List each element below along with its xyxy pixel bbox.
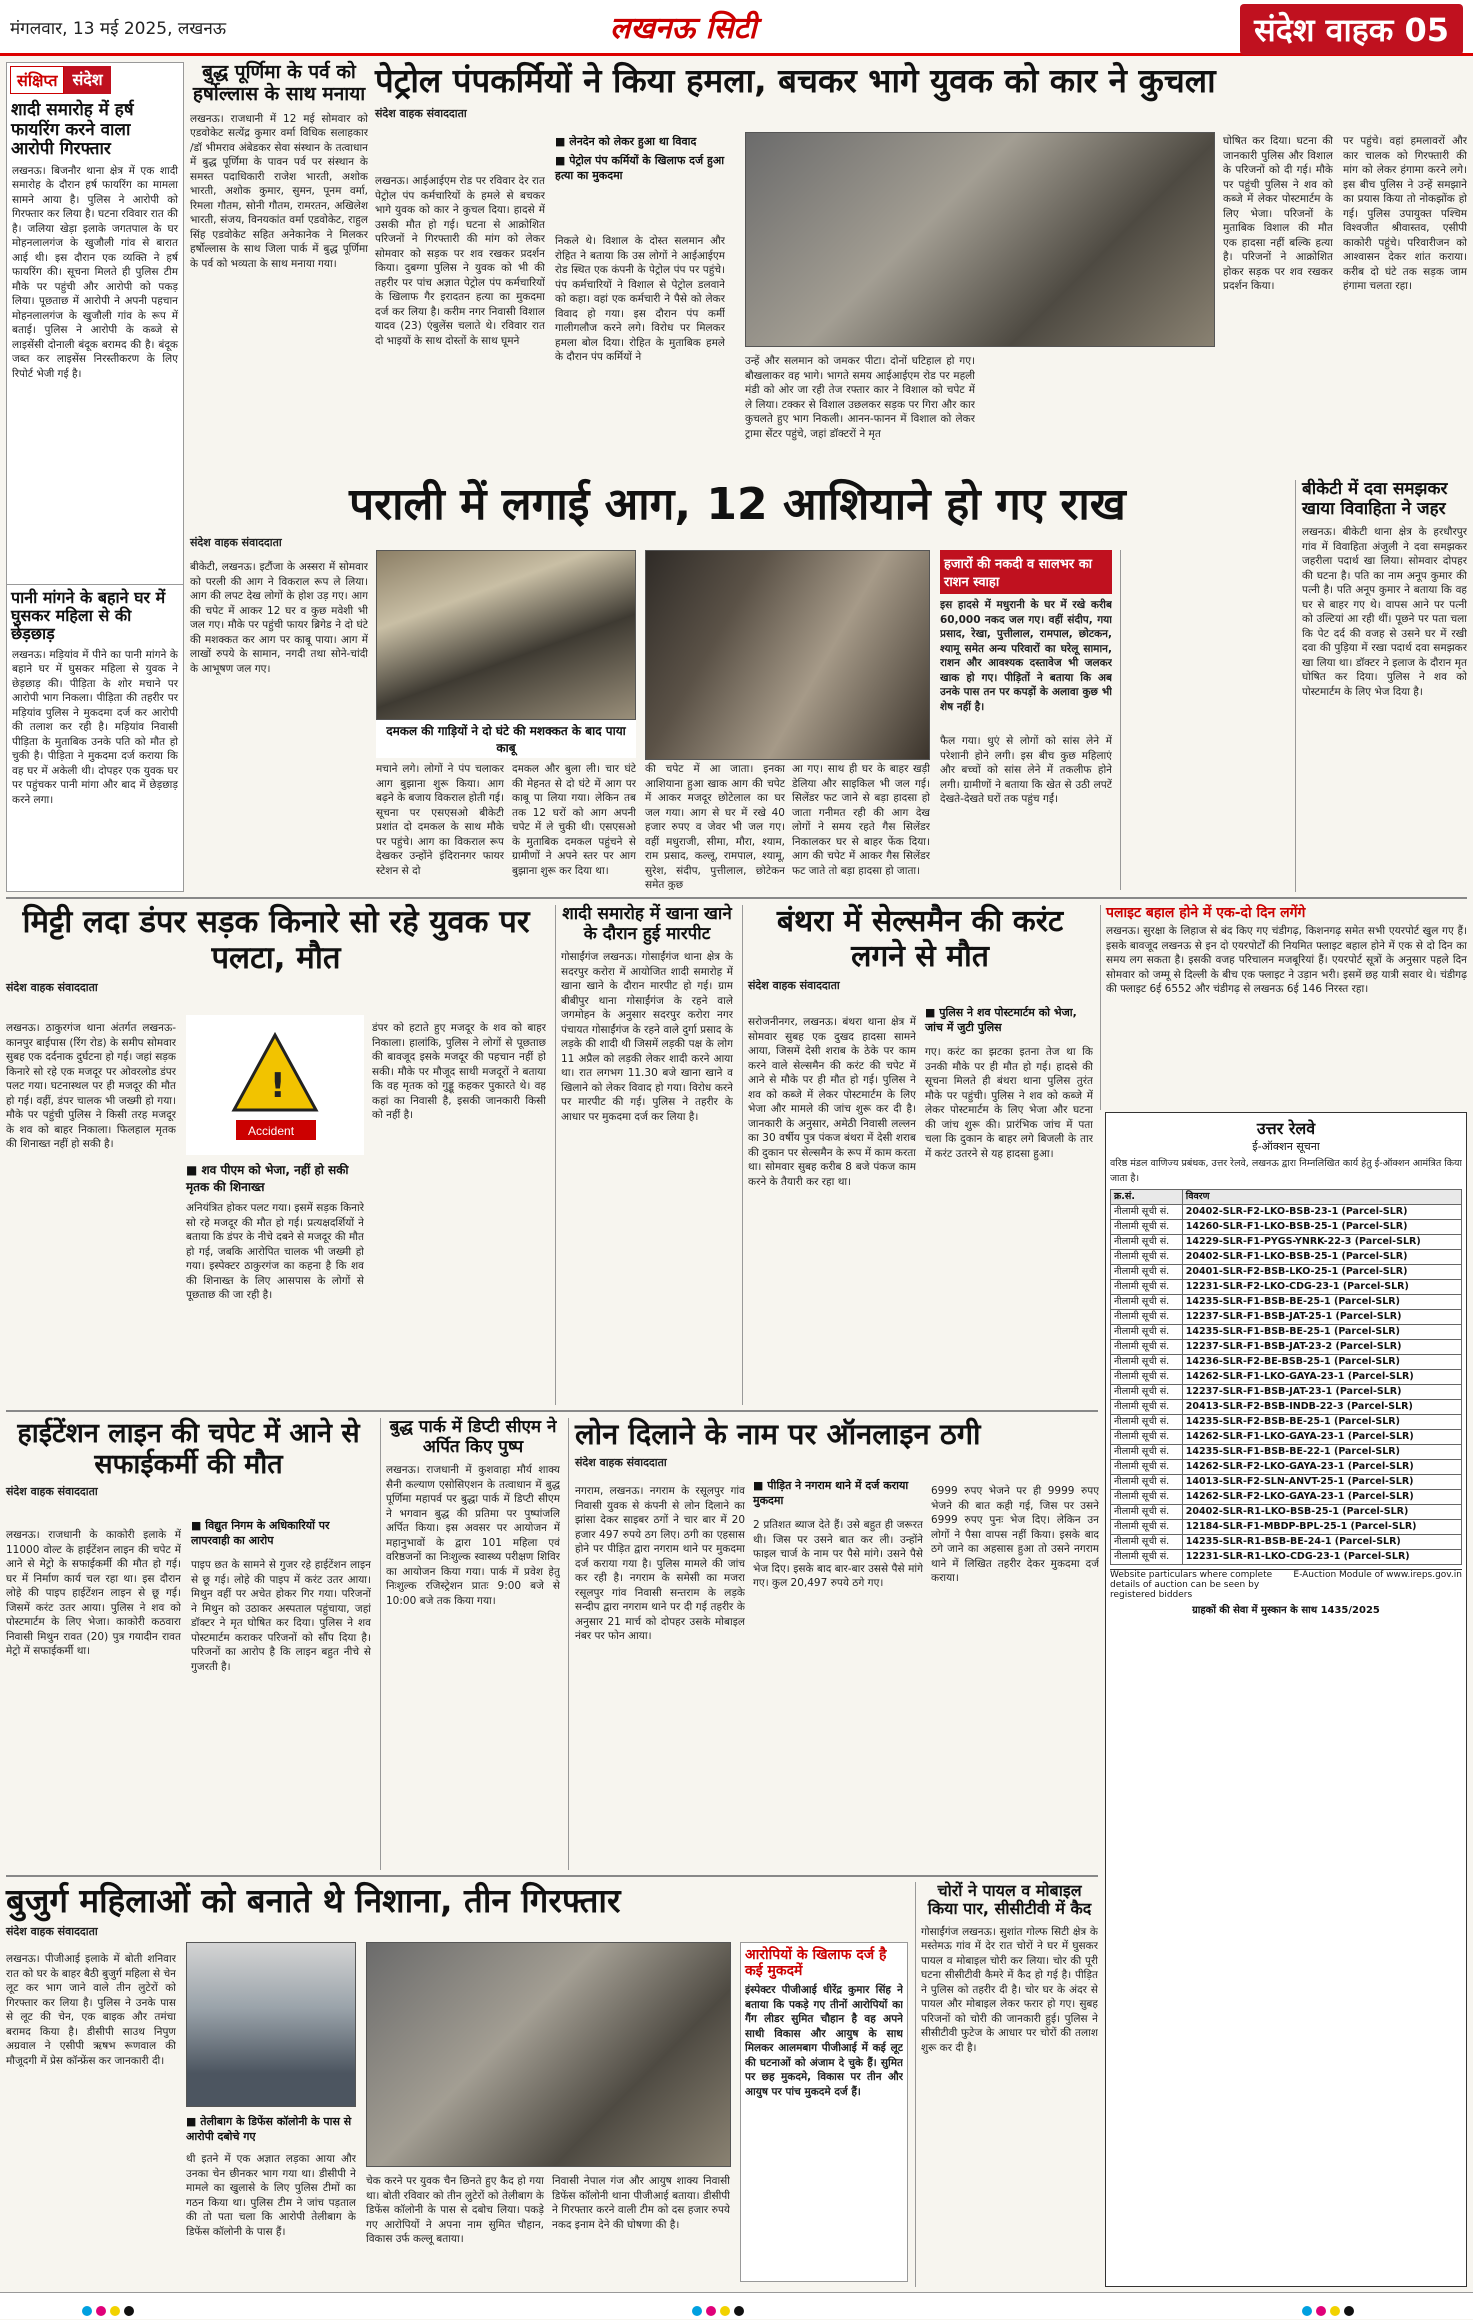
table-cell: नीलामी सूची सं. (1111, 1550, 1183, 1565)
table-cell: 14236-SLR-F2-BE-BSB-25-1 (Parcel-SLR) (1182, 1355, 1461, 1370)
railway-footer (1110, 1569, 1462, 1600)
table-row (1111, 1415, 1462, 1430)
table-cell: 20402-SLR-F1-LKO-BSB-25-1 (Parcel-SLR) (1182, 1250, 1461, 1265)
auction-rows (1111, 1205, 1462, 1565)
table-row (1111, 1400, 1462, 1415)
brief2-body: लखनऊ। मड़ियांव में पीने का पानी मांगने के बहाने घर में घुसकर महिला से युवक ने छेड़छाड़ की। पीड़िता के शोर मचाने पर आरोपी भाग निकला। पीड़िता की तहरीर पर मड़ियांव पुलिस ने मुकदमा दर्ज कर आरोपी की तलाश कर रही है। मड़ियांव निवासी पीड़िता के मुताबिक उनके पति को मौत हो चुकी है। पीड़िता ने मुकदमा दर्ज कराया कि वह घर में अकेली थी। दोपहर एक युवक घर पर पहुंचकर पानी मांगा और बाद में छेड़छाड़ करने लगा। (12, 648, 178, 806)
brand-name: संदेश वाहक (1254, 11, 1394, 49)
table-row (1111, 1460, 1462, 1475)
brief1-headline: शादी समारोह में हर्ष फायरिंग करने वाला आरोपी गिरफ्तार (11, 100, 134, 160)
hitension-story (6, 1418, 371, 1870)
bujurg-box-body: इंस्पेक्टर पीजीआई धीरेंद्र कुमार सिंह ने बताया कि पकड़े गए तीनों आरोपियों का गैंग लीडर सुमित चौहान है वह अपने साथी विकास और आयुष के साथ मिलकर आलमबाग पीजीआई में कई लूट की घटनाओं को अंजाम दे चुके हैं। सुमित पर छह मुकदमे, विकास पर तीन और आयुष पर पांच मुकदमे दर्ज हैं। (745, 1984, 903, 2098)
table-cell: नीलामी सूची सं. (1111, 1460, 1183, 1475)
bkt-headline: बीकेटी में दवा समझकर खाया विवाहिता ने जहर (1302, 479, 1448, 519)
table-cell: नीलामी सूची सं. (1111, 1535, 1183, 1550)
table-cell: 20401-SLR-F2-BSB-LKO-25-1 (Parcel-SLR) (1182, 1265, 1461, 1280)
table-row (1111, 1265, 1462, 1280)
page-footer (0, 2292, 1473, 2319)
table-cell: नीलामी सूची सं. (1111, 1265, 1183, 1280)
chori-headline: चोरों ने पायल व मोबाइल किया पार, सीसीटीवी में कैद (927, 1881, 1092, 1919)
petrol-bullets (555, 134, 735, 183)
table-cell: नीलामी सूची सं. (1111, 1355, 1183, 1370)
table-row (1111, 1475, 1462, 1490)
fire-brigade-photo (645, 550, 930, 760)
masthead (0, 0, 1473, 56)
loan-headline: लोन दिलाने के नाम पर ऑनलाइन ठगी (575, 1417, 981, 1451)
table-row (1111, 1370, 1462, 1385)
table-cell: नीलामी सूची सं. (1111, 1250, 1183, 1265)
table-row (1111, 1325, 1462, 1340)
petrol-bullet-1: ■ लेनदेन को लेकर हुआ था विवाद (555, 134, 735, 149)
table-cell: नीलामी सूची सं. (1111, 1505, 1183, 1520)
parali-caption: दमकल की गाड़ियों ने दो घंटे की मशक्कत के बाद पाया काबू (376, 720, 636, 758)
parali-story (190, 480, 1285, 892)
loan-body-2: 2 प्रतिशत ब्याज देते हैं। उसे बहुत ही जरूरत थी। जिस पर उसने बात कर ली। उन्होंने फाइल चार्ज के नाम पर पैसे मांगे। उसने पैसे भेज दिए। इसके बाद बार-बार उससे पैसे मांगे गए। कुल 20,497 रुपये ठगे गए। (753, 1519, 923, 1589)
burnt-house-photo (376, 550, 636, 720)
arrest-photo (366, 1942, 731, 2167)
railway-tagline (1110, 1602, 1462, 1616)
table-row (1111, 1550, 1462, 1565)
bujurg-headline: बुजुर्ग महिलाओं को बनाते थे निशाना, तीन गिरफ्तार (6, 1881, 621, 1920)
table-cell: 14229-SLR-F1-PYGS-YNRK-22-3 (Parcel-SLR) (1182, 1235, 1461, 1250)
bujurg-sidebar (740, 1942, 908, 2282)
table-cell: 12237-SLR-F1-BSB-JAT-23-2 (Parcel-SLR) (1182, 1340, 1461, 1355)
loan-byline: संदेश वाहक संवाददाता (575, 1456, 667, 1470)
table-row (1111, 1235, 1462, 1250)
railway-headline: उत्तर रेलवे (1256, 1119, 1316, 1138)
parali-body-4: की चपेट में आ जाता। इनका आशियाना हुआ खाक आग की चपेट में आकर मजदूर छोटेलाल का घर जल गया। आग से घर में रखे 40 हजार रुपए व जेवर भी जल गए। वहीं मधुराजी, सीमा, मौरा, श्याम, राम प्रसाद, कल्लू, रामपाल, श्यामू, सुरेश, संदीप, पुत्तीलाल, छोटेकन समेत कुछ (645, 763, 785, 890)
banthra-byline: संदेश वाहक संवाददाता (748, 979, 840, 992)
banthra-body-1: सरोजनीनगर, लखनऊ। बंथरा थाना क्षेत्र में सोमवार सुबह एक दुखद हादसा सामने आया, जिसमें देसी शराब के ठेके पर काम करने वाले सेल्समैन की करंट की चपेट में आने से मौके पर ही मौत हो गई। पुलिस ने शव को कब्जे में लेकर पोस्टमार्टम के लिए भेजा और मामले की जांच शुरू कर दी है। जानकारी के अनुसार, अमेठी निवासी लल्लन का 30 वर्षीय पुत्र पंकज बंथरा में देसी शराब की दुकान पर सेल्समैन के रूप में काम करता था। सोमवार सुबह करीब 8 बजे पंकज काम करने के तैयारी कर रहा था। (748, 1016, 916, 1188)
table-cell: 20402-SLR-F2-LKO-BSB-23-1 (Parcel-SLR) (1182, 1205, 1461, 1220)
bkt-body: लखनऊ। बीकेटी थाना क्षेत्र के हरधौरपुर गांव में विवाहिता अंजुली ने दवा समझकर जहरीला पदार्थ खा लिया। सोमवार दोपहर की घटना है। पति का नाम अनूप कुमार की पत्नी है। पति अनूप कुमार ने बताया कि वह घर से बाहर गए थे। वापस आने पर पत्नी को उल्टियां आ रही थीं। पूछने पर पता चला कि पेट दर्द की वजह से उसने घर में रखी दवा की पुड़िया में रखा पदार्थ दवा समझकर खा लिया था। डॉक्टर ने इलाज के दौरान मृत घोषित कर दिया। पुलिस ने शव को पोस्टमार्टम के लिए भेज दिया है। (1302, 526, 1467, 698)
accident-label: Accident (248, 1124, 295, 1138)
brief-label2: संदेश (64, 66, 110, 94)
color-registration-dots (690, 2301, 746, 2320)
chori-story (915, 1882, 1098, 2287)
table-cell: नीलामी सूची सं. (1111, 1370, 1183, 1385)
railway-auction-notice (1105, 1112, 1467, 2287)
mitti-sub: ■ शव पीएम को भेजा, नहीं हो सकी मृतक की शिनाख्त (186, 1161, 364, 1195)
svg-text:!: ! (270, 1066, 286, 1106)
hitension-headline: हाईटेंशन लाइन की चपेट में आने से सफाईकर्मी की मौत (17, 1418, 360, 1481)
table-cell: नीलामी सूची सं. (1111, 1235, 1183, 1250)
table-cell: 12237-SLR-F1-BSB-JAT-25-1 (Parcel-SLR) (1182, 1310, 1461, 1325)
petrol-byline: संदेश वाहक संवाददाता (375, 106, 467, 120)
hitension-sub: ■ विद्युत निगम के अधिकारियों पर लापरवाही का आरोप (191, 1518, 371, 1548)
table-cell: नीलामी सूची सं. (1111, 1400, 1183, 1415)
table-cell: नीलामी सूची सं. (1111, 1310, 1183, 1325)
brief2-headline: पानी मांगने के बहाने घर में घुसकर महिला से की छेड़छाड़ (7, 584, 183, 648)
table-cell: नीलामी सूची सं. (1111, 1520, 1183, 1535)
table-cell: 20402-SLR-R1-LKO-BSB-25-1 (Parcel-SLR) (1182, 1505, 1461, 1520)
railway-intro: वरिष्ठ मंडल वाणिज्य प्रबंधक, उत्तर रेलवे, लखनऊ द्वारा निम्नलिखित कार्य हेतु ई-ऑक्शन आमंत्रित किया जाता है। (1110, 1158, 1462, 1184)
bujurg-sub: ■ तेलीबाग के डिफेंस कॉलोनी के पास से आरोपी दबोचे गए (186, 2114, 356, 2144)
deputy-cm-body: लखनऊ। राजधानी में कुशवाहा मौर्य शाक्य सैनी कल्याण एसोसिएशन के तत्वाधान में बुद्ध पूर्णिमा महापर्व पर बुद्धा पार्क में डिप्टी सीएम ने भगवान बुद्ध की प्रतिमा पर पुष्पांजलि अर्पित किया। इस अवसर पर आयोजन में महानुभावों के द्वारा 101 महिला एवं वरिष्ठजनों का निःशुल्क स्वास्थ्य परीक्षण शिविर का आयोजन किया गया। पार्क में प्रवेश हेतु निःशुल्क रजिस्ट्रेशन प्रातः 9:00 बजे से 10:00 बजे तक किया गया। (386, 1464, 560, 1607)
table-row (1111, 1490, 1462, 1505)
mitti-body-2: डंपर को हटाते हुए मजदूर के शव को बाहर निकाला। हालांकि, पुलिस ने लोगों से पूछताछ की बावजूद इसके मजदूर की पहचान नहीं हो सकी। मौके पर मौजूद साथी मजदूरों ने बताया कि वह मृतक को गुड्डू कहकर पुकारते थे। वह कहां का निवासी है, इसकी जानकारी किसी को नहीं है। (372, 1022, 546, 1121)
table-cell: 14235-SLR-R1-BSB-BE-24-1 (Parcel-SLR) (1182, 1535, 1461, 1550)
hitension-byline: संदेश वाहक संवाददाता (6, 1485, 98, 1499)
bujurg-body-4: निवासी नेपाल गंज और आयुष शाक्य निवासी डिफेंस कॉलोनी थाना पीजीआई बताया। डीसीपी ने गिरफ्तार करने वाली टीम को दस हजार रुपये नकद इनाम देने की घोषणा की है। (552, 2175, 730, 2231)
banthra-sub: ■ पुलिस ने शव पोस्टमार्टम को भेजा, जांच में जुटी पुलिस (925, 1005, 1093, 1035)
table-cell: नीलामी सूची सं. (1111, 1490, 1183, 1505)
railway-sub: ई-ऑक्शन सूचना (1252, 1140, 1320, 1153)
table-header: क्र.सं. (1111, 1190, 1183, 1205)
accident-graphic (186, 1015, 364, 1155)
flight-body: लखनऊ। सुरक्षा के लिहाज से बंद किए गए चंडीगढ़, किशनगढ़ समेत सभी एयरपोर्ट खुल गए हैं। इसके बावजूद लखनऊ से इन दो एयरपोर्टों की नियमित फ्लाइट बहाल होने में एक से दो दिन का समय लग सकता है। इसकी वजह परिचालन मजबूरियां हैं। एयरपोर्ट सूत्रों के अनुसार पहले दिन सोमवार को जम्मू से दिल्ली के बीच एक फ्लाइट ने उड़ान भरी। इसमें छह यात्री सवार थे। चंडीगढ़ की फ्लाइट 6ई 6552 और चंडीगढ़ से लखनऊ 6ई 146 निरस्त रहा। (1106, 925, 1467, 996)
railway-tagline-text: ग्राहकों की सेवा में मुस्कान के साथ (1192, 1605, 1318, 1616)
loan-story (568, 1418, 1098, 1870)
table-row (1111, 1505, 1462, 1520)
section-title: लखनऊ सिटी (610, 11, 757, 46)
auction-table (1110, 1189, 1462, 1565)
table-row (1111, 1520, 1462, 1535)
table-row (1111, 1355, 1462, 1370)
divider (6, 897, 1467, 899)
table-cell: 14262-SLR-F1-LKO-GAYA-23-1 (Parcel-SLR) (1182, 1430, 1461, 1445)
brand-logo (1240, 4, 1463, 55)
table-row (1111, 1340, 1462, 1355)
table-row (1111, 1295, 1462, 1310)
protest-photo (745, 132, 1215, 347)
banthra-headline: बंथरा में सेल्समैन की करंट लगने से मौत (776, 904, 1064, 974)
table-cell: 14235-SLR-F2-BSB-BE-25-1 (Parcel-SLR) (1182, 1415, 1461, 1430)
table-cell: 12231-SLR-F2-LKO-CDG-23-1 (Parcel-SLR) (1182, 1280, 1461, 1295)
petrol-headline: पेट्रोल पंपकर्मियों ने किया हमला, बचकर भागे युवक को कार ने कुचला (375, 61, 1216, 100)
parali-body-2: मचाने लगे। लोगों ने पंप चलाकर आग बुझाना शुरू किया। आग बढ़ने के बजाय विकराल होती गई। सूचना पर एसएसओ बीकेटी प्रशांत दो दमकल के साथ मौके पर पहुंचे। आग का विकराल रूप देखकर उन्होंने इंदिरानगर फायर स्टेशन से दो (376, 763, 504, 877)
page-number: 05 (1404, 11, 1449, 49)
hitension-body-2: पाइप छत के सामने से गुजर रहे हाईटेंशन लाइन से छू गई। लोहे की पाइप में करंट उतर आया। मिथुन वहीं पर अचेत होकर गिर गया। परिजनों ने मिथुन को उठाकर अस्पताल पहुंचाया, जहां डॉक्टर ने मृत घोषित कर दिया। पुलिस ने शव पोस्टमार्टम कराकर परिजनों को सौंप दिया है। परिजनों का आरोप है कि लाइन बहुत नीचे से गुजरती है। (191, 1559, 371, 1673)
brief1-body: लखनऊ। बिजनौर थाना क्षेत्र में एक शादी समारोह के दौरान हर्ष फायरिंग का मामला सामने आया है। पुलिस ने आरोपी को गिरफ्तार कर लिया है। घटना रविवार रात की है। जलिया खेड़ा इलाके जगतपाल के घर मोहनलालगंज के खुजौली गांव से बारात आई थी। इस दौरान एक व्यक्ति ने हर्ष फायरिंग की। सूचना मिलते ही पुलिस टीम मौके पर पहुंची और आरोपी को पकड़ लिया। पूछताछ में आरोपी ने अपनी पहचान मोहनलालगंज के खुजौली गांव के रूप में बताई। पुलिस ने आरोपी के कब्जे से लाइसेंसी दोनाली बंदूक बरामद की है। बंदूक जब्त कर लाइसेंस निरस्तीकरण के लिए रिपोर्ट भेजी गई है। (12, 164, 178, 380)
mitti-story (6, 905, 546, 1405)
table-cell: 14262-SLR-F2-LKO-GAYA-23-1 (Parcel-SLR) (1182, 1460, 1461, 1475)
seized-items-photo (186, 1942, 356, 2107)
petrol-body-1: लखनऊ। आईआईएम रोड पर रविवार देर रात पेट्रोल पंप कर्मचारियों के हमले से बचकर भागे युवक को कार ने कुचल दिया। हादसे में उसकी मौत हो गई। घटना से आक्रोशित परिजनों ने गिरफ्तारी की मांग को लेकर सोमवार को सड़क पर शव रखकर प्रदर्शन किया। दुबग्गा पुलिस ने युवक को भी की तहरीर पर पांच अज्ञात पेट्रोल पंप कर्मचारियों के खिलाफ गैर इरादतन हत्या का मुकदमा दर्ज कर लिया है। करीम नगर निवासी विशाल यादव (23) एंबुलेंस चलाते थे। रविवार रात दो भाइयों के साथ दोस्तों के साथ घूमने (375, 175, 545, 347)
table-cell: नीलामी सूची सं. (1111, 1475, 1183, 1490)
table-cell: 20413-SLR-F2-BSB-INDB-22-3 (Parcel-SLR) (1182, 1400, 1461, 1415)
table-cell: 14235-SLR-F1-BSB-BE-22-1 (Parcel-SLR) (1182, 1445, 1461, 1460)
bujurg-body-3: चेक करने पर युवक चैन छिनते हुए कैद हो गया था। बोती रविवार को तीन लुटेरों को तेलीबाग के डिफेंस कॉलोनी के पास से दबोच लिया। पकड़े गए आरोपियों ने अपना नाम सुमित चौहान, विकास उर्फ कल्लू बताया। (366, 2175, 544, 2245)
table-row (1111, 1535, 1462, 1550)
table-cell: 14235-SLR-F1-BSB-BE-25-1 (Parcel-SLR) (1182, 1295, 1461, 1310)
shadi-headline: शादी समारोह में खाना खाने के दौरान हुई मारपीट (562, 904, 732, 944)
parali-extra (1120, 550, 1285, 890)
table-row (1111, 1205, 1462, 1220)
flight-story (1100, 905, 1467, 1110)
dateline: मंगलवार, 13 मई 2025, लखनऊ (10, 19, 227, 39)
parali-sub-body: इस हादसे में मधुरानी के घर में रखे करीब 60,000 नकद जल गए। वहीं संदीप, गया प्रसाद, रेखा, पुत्तीलाल, रामपाल, छोटकन, श्यामू समेत अन्य परिवारों का घरेलू सामान, राशन और आवश्यक दस्तावेज भी जलकर खाक हो गए। पीड़ितों ने बताया कि अब उनके पास तन पर कपड़ों के अलावा कुछ भी शेष नहीं है। (940, 599, 1112, 713)
table-row (1111, 1280, 1462, 1295)
banthra-body-2: गए। करंट का झटका इतना तेज था कि उनकी मौके पर ही मौत हो गई। हादसे की सूचना मिलते ही बंथरा थाना पुलिस तुरंत मौके पर पहुंची। पुलिस ने शव को कब्जे में लेकर पोस्टमार्टम के लिए भेजा और घटना की जांच शुरू की। प्रारंभिक जांच में पता चला कि दुकान के बाहर लगे बिजली के तार में करंट उतरने से यह हादसा हुआ। (925, 1046, 1093, 1160)
parali-body-1: बीकेटी, लखनऊ। इटौंजा के अस्सरा में सोमवार को परली की आग ने विकराल रूप ले लिया। आग की लपट देख लोगों के होश उड़ गए। आग की चपेट में आकर 12 घर व कुछ मवेशी भी जल गए। मौके पर पहुंची फायर ब्रिगेड ने दो घंटे की मशक्कत कर आग पर काबू पाया। आग में लाखों रुपये के सामान, नगदी तथा सोने-चांदी के आभूषण जल गए। (190, 561, 368, 675)
table-cell: नीलामी सूची सं. (1111, 1340, 1183, 1355)
table-cell: 14262-SLR-F2-LKO-GAYA-23-1 (Parcel-SLR) (1182, 1490, 1461, 1505)
table-row (1111, 1220, 1462, 1235)
table-cell: नीलामी सूची सं. (1111, 1220, 1183, 1235)
table-cell: 12184-SLR-F1-MBDP-BPL-25-1 (Parcel-SLR) (1182, 1520, 1461, 1535)
parali-body-5: आ गए। साथ ही घर के बाहर खड़ी डेलिया और साइकिल भी जल गई। सिलेंडर फट जाने से बड़ा हादसा हो जाता गनीमत रही की आग देख लोगों ने समय रहते गैस सिलेंडर निकालकर घर से बाहर फेंक दिया। आग की चपेट में आकर गैस सिलेंडर फट जाते तो बड़ा हादसा हो जाता। (792, 763, 930, 877)
table-cell: नीलामी सूची सं. (1111, 1415, 1183, 1430)
parali-sub-body-2: फैल गया। धुएं से लोगों को सांस लेने में परेशानी होने लगी। इस बीच कुछ महिलाएं और बच्चों को सांस लेने में तकलीफ होने लगी। ग्रामीणों ने बताया कि खेत से उठी लपटें देखते-देखते घरों तक पहुंच गईं। (940, 735, 1112, 805)
warning-icon (186, 1015, 364, 1155)
table-row (1111, 1310, 1462, 1325)
bujurg-body-2: थी इतने में एक अज्ञात लड़का आया और उनका चेन छीनकर भाग गया था। डीसीपी ने मामले का खुलासे के लिए पुलिस टीमों का गठन किया था। पुलिस टीम ने जांच पड़ताल की तो पता चला कि आरोपी तेलीबाग के डिफेंस कॉलोनी के पास हैं। (186, 2153, 356, 2238)
table-row (1111, 1445, 1462, 1460)
petrol-story (375, 62, 1467, 472)
petrol-body-3: उन्हें और सलमान को जमकर पीटा। दोनों घटिहाल हो गए। बौखलाकर वह भागे। भागते समय आईआईएम रोड पर महली मंडी को ओर जा रही तेज रफ्तार कार ने विशाल को चपेट में ले लिया। टक्कर से विशाल उछलकर सड़क पर गिरा और कार कुचलते हुए भाग निकली। आनन-फानन में विशाल को लेकर ट्रामा सेंटर पहुंचे, जहां डॉक्टरों ने मृत (745, 355, 975, 440)
table-cell: नीलामी सूची सं. (1111, 1280, 1183, 1295)
table-row (1111, 1250, 1462, 1265)
table-cell: नीलामी सूची सं. (1111, 1325, 1183, 1340)
loan-sub: ■ पीड़ित ने नगराम थाने में दर्ज कराया मुकदमा (753, 1478, 923, 1508)
chori-body: गोसाईंगंज लखनऊ। सुशांत गोल्फ सिटी क्षेत्र के मस्तेमऊ गांव में देर रात चोरों ने घर में घुसकर पायल व मोबाइल चोरी कर लिया। चोर की पूरी घटना सीसीटीवी कैमरे में कैद हो गई है। पीड़ित ने पुलिस को तहरीर दी है। चोर घर के अंदर से पायल और मोबाइल लेकर फरार हो गए। सुबह परिजनों को चोरी की जानकारी हुई। पुलिस ने सीसीटीवी फुटेज के आधार पर चोरों की तलाश शुरू कर दी है। (921, 1925, 1098, 2054)
bujurg-byline: संदेश वाहक संवाददाता (6, 1924, 98, 1938)
parali-body-3: दमकल और बुला ली। चार घंटे की मेहनत से दो घंटे में आग पर काबू पा लिया गया। लेकिन तब तक 12 घरों को आग अपनी चपेट में ले चुकी थी। एसएसओ के मुताबिक दमकल पहुंचने से ग्रामीणों ने अपने स्तर पर आग बुझाना शुरू कर दिया था। (512, 763, 636, 877)
shadi-body: गोसाईंगंज लखनऊ। गोसाईंगंज थाना क्षेत्र के सदरपुर करोरा में आयोजित शादी समारोह में खाना खाने के दौरान मारपीट हो गई। ग्राम बीबीपुर थाना गोसाईंगंज के रहने वाले जगमोहन के अनुसार सदरपुर करोरा नगर पंचायत गोसाईंगंज के रहने वाले दुर्गा प्रसाद के लड़के की शादी थी जिसमें लड़की पक्ष के लोग 11 अप्रैल को लड़की लेकर शादी करने आया था। रात लगभग 11.30 बजे खाना खाने व खिलाने को लेकर विवाद हो गया। विरोध करने पर मारपीट की गई। पुलिस ने तहरीर के आधार पर मुकदमा दर्ज कर लिया है। (561, 951, 733, 1123)
parali-headline: पराली में लगाई आग, 12 आशियाने हो गए राख (349, 479, 1126, 530)
table-cell: नीलामी सूची सं. (1111, 1430, 1183, 1445)
hitension-body-1: लखनऊ। राजधानी के काकोरी इलाके में 11000 वोल्ट के हाईटेंशन लाइन की चपेट में आने से मेट्रो के सफाईकर्मी की मौत हो गई। घर में निर्माण कार्य चल रहा था। इस दौरान लोहे की पाइप हाईटेंशन लाइन से छू गई। जिसमें करंट उतर आया। पुलिस ने शव को पोस्टमार्टम के लिए भेजा। काकोरी कठवारा निवासी मिथुन रावत (20) पुत्र गयादीन रावत मेट्रो में सफाईकर्मी था। (6, 1529, 181, 1657)
table-cell: 12237-SLR-F1-BSB-JAT-23-1 (Parcel-SLR) (1182, 1385, 1461, 1400)
petrol-body-5: पर पहुंचे। वहां हमलावरों और कार चालक को गिरफ्तारी की मांग को लेकर हंगामा करने लगे। इस बीच पुलिस ने उन्हें समझाने का प्रयास किया तो नोकझोंक हो गई। पुलिस उपायुक्त पश्चिम विश्वजीत श्रीवास्तव, एसीपी काकोरी पहुंचे। परिवारीजन को आश्वासन देकर शांत कराया। करीब दो घंटे तक सड़क जाम हंगामा चलता रहा। (1343, 135, 1467, 292)
color-registration-dots (1300, 2301, 1356, 2320)
flight-headline: पलाइट बहाल होने में एक-दो दिन लगेंगे (1106, 905, 1306, 921)
table-cell: 14013-SLR-F2-SLN-ANVT-25-1 (Parcel-SLR) (1182, 1475, 1461, 1490)
bujurg-story (6, 1882, 908, 2287)
mitti-headline: मिट्टी लदा डंपर सड़क किनारे सो रहे युवक पर पलटा, मौत (22, 904, 530, 976)
petrol-body-4: घोषित कर दिया। घटना की जानकारी पुलिस और विशाल के परिजनों को दी गई। मौके पर पहुंची पुलिस ने शव को कब्जे में लेकर पोस्टमार्टम के लिए भेजा। परिजनों के मुताबिक विशाल की मौत एक हादसा नहीं बल्कि हत्या है। परिजनों ने आक्रोशित होकर सड़क पर शव रखकर प्रदर्शन किया। (1223, 135, 1333, 292)
mitti-byline: संदेश वाहक संवाददाता (6, 981, 98, 995)
railway-footer-left: Website particulars where complete details of auction can be seen by registered bidders (1110, 1570, 1273, 1600)
table-cell: 14260-SLR-F1-LKO-BSB-25-1 (Parcel-SLR) (1182, 1220, 1461, 1235)
shadi-story (555, 905, 733, 1405)
divider (6, 1410, 1098, 1412)
mitti-body-1: लखनऊ। ठाकुरगंज थाना अंतर्गत लखनऊ-कानपुर बाईपास (रिंग रोड) के समीप सोमवार सुबह एक दर्दनाक दुर्घटना हो गई। जहां सड़क किनारे सो रहे एक मजदूर पर ओवरलोड डंपर पलट गया। घटनास्थल पर ही मजदूर की मौत हो गई। वहीं, डंपर चालक भी जख्मी हो गया। मौके पर पहुंची पुलिस ने किसी तरह मजदूर के शव को बाहर निकाला। फिलहाल मृतक की शिनाख्त नहीं हो सकी है। (6, 1022, 176, 1150)
mitti-body-3: अनियंत्रित होकर पलट गया। इसमें सड़क किनारे सो रहे मजदूर की मौत हो गई। प्रत्यक्षदर्शियों ने बताया कि डंपर के नीचे दबने से मजदूर की मौत हो गई, जबकि आरोपित चालक भी जख्मी हो गया। इस्पेक्टर ठाकुरगंज का कहना है कि शव की शिनाख्त के लिए आसपास के लोगों से पूछताछ की जा रही है। (186, 1202, 364, 1301)
railway-footer-right: E-Auction Module of www.ireps.gov.in (1293, 1570, 1462, 1580)
brief-label: संक्षिप्त (10, 66, 64, 94)
petrol-body-2: निकले थे। विशाल के दोस्त सलमान और रोहित ने बताया कि उस लोगों ने आईआईएम रोड स्थित एक कंपनी के पेट्रोल पंप पर पहुंचे। पंप कर्मचारियों ने विशाल से पेट्रोल डलवाने को कहा। वहां एक कर्मचारी ने पैसे को लेकर विवाद हो गया। इस दौरान पंप कर्मी गालीगलौज करने लगे। विरोध पर मिलकर हमला बोल दिया। रोहित के मुताबिक हमले के दौरान पंप कर्मियों ने (555, 235, 725, 363)
color-registration-dots (80, 2301, 136, 2320)
loan-body-1: नगराम, लखनऊ। नगराम के रसूलपुर गांव निवासी युवक से कंपनी से लोन दिलाने का झांसा देकर साइबर ठगों ने चार बार में 20 हजार 497 रुपये ठग लिए। ठगी का एहसास होने पर पीड़ित द्वारा नगराम थाने पर मुकदमा दर्ज कराया गया है। पुलिस मामले की जांच कर रही है। नगराम के समेसी का मजरा रसूलपुर गांव निवासी सन्तराम के लड़के सन्दीप द्वारा नगराम थाने पर दी गई तहरीर के अनुसार 21 मार्च को दोपहर उसके मोबाइल नंबर पर फोन आया। (575, 1485, 745, 1642)
divider (6, 1875, 1098, 1877)
buddha-story (190, 62, 368, 472)
table-cell: नीलामी सूची सं. (1111, 1385, 1183, 1400)
table-cell: नीलामी सूची सं. (1111, 1445, 1183, 1460)
brief-column (6, 62, 184, 892)
table-cell: नीलामी सूची सं. (1111, 1205, 1183, 1220)
table-header: विवरण (1182, 1190, 1461, 1205)
table-row (1111, 1385, 1462, 1400)
petrol-bullet-2: ■ पेट्रोल पंप कर्मियों के खिलाफ दर्ज हुआ हत्या का मुकदमा (555, 153, 735, 183)
table-cell: 14262-SLR-F1-LKO-GAYA-23-1 (Parcel-SLR) (1182, 1370, 1461, 1385)
deputy-cm-story (380, 1418, 560, 1870)
bujurg-box-headline: आरोपियों के खिलाफ दर्ज है कई मुकदमें (745, 1947, 887, 1980)
railway-code: 1435/2025 (1320, 1605, 1380, 1616)
deputy-cm-headline: बुद्ध पार्क में डिप्टी सीएम ने अर्पित किए पुष्प (389, 1417, 557, 1457)
parali-byline: संदेश वाहक संवाददाता (190, 535, 282, 549)
buddha-headline: बुद्ध पूर्णिमा के पर्व को हर्षोल्लास के साथ मनाया (192, 61, 366, 105)
parali-sidebar (940, 550, 1112, 890)
parali-sub-headline: हजारों की नकदी व सालभर का राशन स्वाहा (940, 550, 1112, 594)
buddha-body: लखनऊ। राजधानी में 12 मई सोमवार को एडवोकेट सत्येंद्र कुमार वर्मा विधिक सलाहकार /डॉ भीमराव अंबेडकर सेवा संस्थान के तत्वाधान में बुद्ध पूर्णिमा के पावन पर्व पर संस्थान के समस्त पदाधिकारी राजेश भारती, अशोक भारती, अशोक कुमार, सुमन, पूनम वर्मा, रिमला गौतम, सोनी गौतम, रामरतन, अखिलेश भारती, संजय, विनयकांत वर्मा एडवोकेट, राहुल सिंह एडवोकेट सहित अनेकानेक ने मिलकर हर्षोल्लास के साथ जिला पार्क में बुद्ध पूर्णिमा के पर्व को भव्यता के साथ मनाया गया। (190, 112, 368, 270)
bujurg-body-1: लखनऊ। पीजीआई इलाके में बोती शनिवार रात को घर के बाहर बैठी बुजुर्ग महिला से चेन लूट कर भाग जाने वाले तीन लुटेरों को गिरफ्तार कर लिया है। पुलिस ने उनके पास से लूट की चेन, एक बाइक और तमंचा बरामद किया है। डीसीपी साउथ निपुण अग्रवाल ने एसीपी ऋषभ रूणवाल की मौजूदगी में प्रेस कॉन्फ्रेंस कर जानकारी दी। (6, 1953, 176, 2067)
banthra-story (742, 905, 1092, 1405)
loan-body-3: 6999 रुपए भेजने पर ही 9999 रुपए भेजने की बात कही गई, जिस पर उसने 6999 रुपए पुनः भेज दिए। लेकिन उन लोगों ने पैसा वापस नहीं किया। इसके बाद ठगे जाने का अहसास हुआ तो उसने नगराम थाने में लिखित तहरीर देकर मुकदमा दर्ज कराया। (931, 1485, 1099, 1584)
bkt-story (1295, 480, 1467, 892)
table-cell: 14235-SLR-F1-BSB-BE-25-1 (Parcel-SLR) (1182, 1325, 1461, 1340)
table-cell: 12231-SLR-R1-LKO-CDG-23-1 (Parcel-SLR) (1182, 1550, 1461, 1565)
table-row (1111, 1430, 1462, 1445)
table-cell: नीलामी सूची सं. (1111, 1295, 1183, 1310)
